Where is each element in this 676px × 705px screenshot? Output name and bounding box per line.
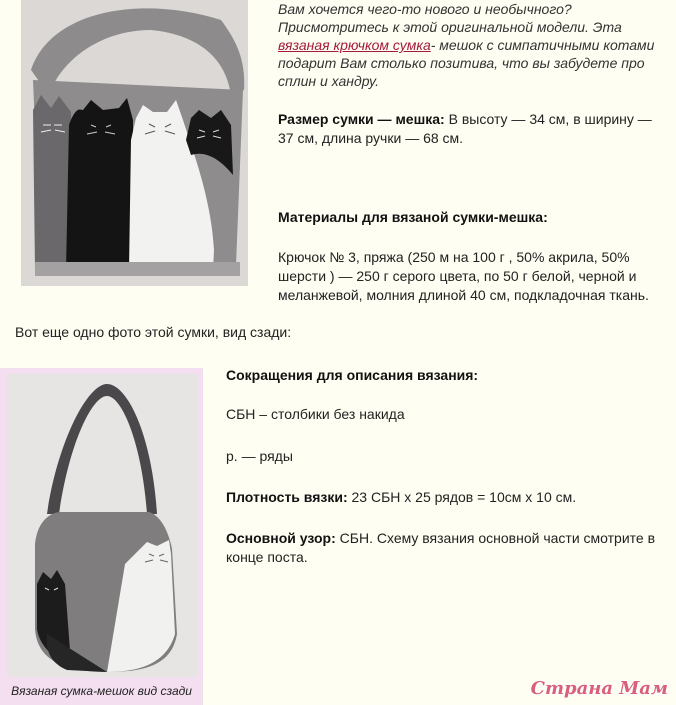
pattern-text: СБН. Схему вязания основной части смотрите в конце поста. — [226, 530, 656, 565]
size-text: В высоту — 34 см, в ширину — 37 см, длина ручки — 68 см. — [278, 111, 652, 146]
density-paragraph — [226, 488, 666, 507]
materials-paragraph: Крючок № 3, пряжа (250 м на 100 г , 50% акрила, 50% шерсти ) — 250 г серого цвета, по 50 г белой, черной и меланжевой, молния длиной 40 см, подкладочная ткань. — [278, 249, 649, 303]
intro-text: Вам хочется чего-то нового и необычного? Присмотритесь к этой оригинальной модели. Эта — [278, 1, 622, 35]
bag-front-photo — [21, 0, 248, 286]
bag-back-photo-frame — [0, 368, 203, 705]
bag-back-photo — [7, 374, 197, 677]
size-paragraph — [278, 110, 668, 148]
density-label: Плотность вязки: — [226, 489, 348, 505]
abbreviation-rows: р. — ряды — [226, 448, 293, 464]
back-photo-caption: Вязаная сумка-мешок вид сзади — [11, 684, 192, 698]
site-watermark: Страна Мам — [530, 678, 668, 699]
size-label: Размер сумки — мешка: — [278, 111, 445, 127]
intro-text-continued: - мешок с симпатичными котами подарит Вам столько позитива, что вы забудете про сплин и хандру. — [278, 37, 655, 89]
materials-heading — [278, 208, 668, 227]
abbreviations-heading — [226, 366, 666, 385]
materials-title: Материалы для вязаной сумки-мешка: — [278, 209, 548, 225]
density-text: 23 СБН х 25 рядов = 10см х 10 см. — [351, 489, 577, 505]
back-photo-intro: Вот еще одно фото этой сумки, вид сзади: — [15, 324, 292, 340]
pattern-label: Основной узор: — [226, 530, 336, 546]
bag-link[interactable]: вязаная крючком сумка — [278, 37, 431, 53]
abbreviation-sbn: СБН – столбики без накида — [226, 406, 405, 422]
intro-paragraph — [278, 0, 668, 90]
abbreviations-title: Сокращения для описания вязания: — [226, 367, 479, 383]
pattern-paragraph — [226, 529, 666, 567]
